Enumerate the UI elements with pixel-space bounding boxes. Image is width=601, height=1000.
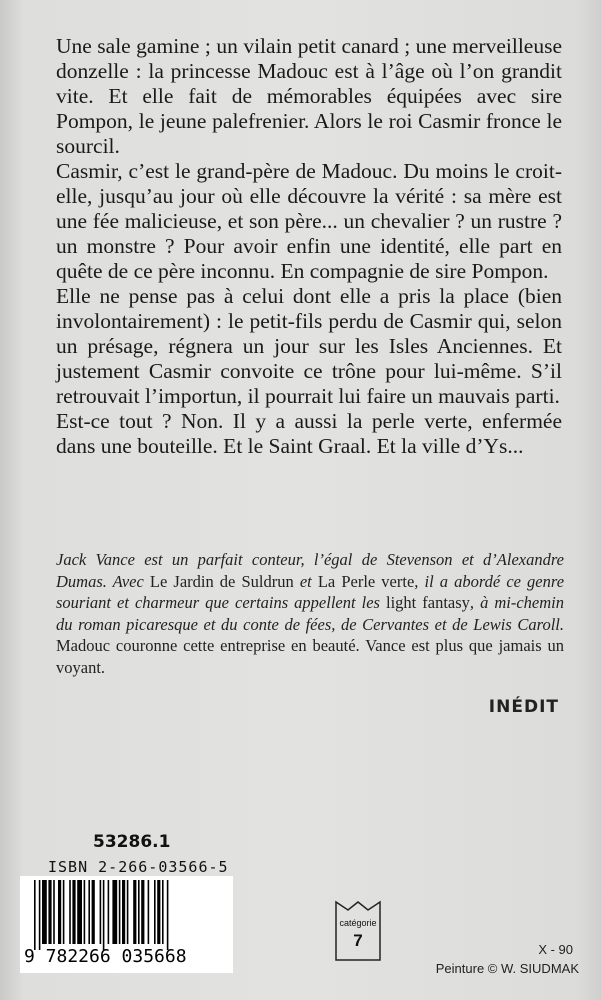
product-code: 53286.1 [93,832,171,852]
cover-art-credit: Peinture © W. SIUDMAK [435,961,579,976]
blurb-paragraph-2: Casmir, c’est le grand-père de Madouc. Du moins le croit-elle, jusqu’au jour où elle découvre la vérité : sa mère est une fée malicieuse, et son père... un chevalier ? un rustre ? un monstre ? Pour avoir enfin une identité, elle part en quête de ce père inconnu. En compagnie de sire Pompon. [56,159,562,283]
categorie-number: 7 [353,931,363,950]
critique-genre: light fantasy [385,593,470,612]
barcode [20,876,233,973]
critique-book-title-1: Le Jardin de Suldrun [149,571,294,591]
critique-part-1: Jack Vance est un parfait conteur, l’égal de Stevenson et d’Alexandre Dumas. Avec [56,550,564,591]
categorie-label: catégorie [339,918,377,928]
barcode-digits: 9 782266 035668 [24,946,187,967]
inedit-label: INÉDIT [488,697,559,717]
critique-part-3: , il a abordé ce genre souriant et charmeur que certains appellent les [56,571,565,612]
barcode-bars [20,876,233,950]
blurb-text [56,34,562,459]
series-code: X - 90 [538,942,573,957]
critique-text [56,549,564,678]
blurb-paragraph-3: Elle ne pense pas à celui dont elle a pris la place (bien involontairement) : le petit-fils perdu de Casmir qui, selon un présage, régnera un jour sur les Isles Anciennes. Et justement Casmir convoite ce trône pour lui-même. S’il retrouvait l’importun, il pourrait lui faire un mauvais parti. [56,284,562,408]
critique-part-2: et [293,571,318,591]
isbn-number: ISBN 2-266-03566-5 [48,858,229,876]
blurb-paragraph-4: Est-ce tout ? Non. Il y a aussi la perle verte, enfermée dans une bouteille. Et le Saint Graal. Et la ville d’Ys... [56,409,562,458]
critique-part-5: Madouc couronne cette entreprise en beauté. Vance est plus que jamais un voyant. [56,636,564,677]
categorie-badge [334,900,382,962]
critique-book-title-2: La Perle verte [317,571,415,591]
critique-part-4: , à mi-chemin du roman picaresque et du conte de fées, de Cervantes et de Lewis Caroll. [56,593,564,634]
blurb-paragraph-1: Une sale gamine ; un vilain petit canard ; une merveilleuse donzelle : la princesse Madouc est à l’âge où l’on grandit vite. Et elle fait de mémorables équipées avec sire Pompon, le jeune palefrenier. Alors le roi Casmir fronce le sourcil. [56,34,562,158]
